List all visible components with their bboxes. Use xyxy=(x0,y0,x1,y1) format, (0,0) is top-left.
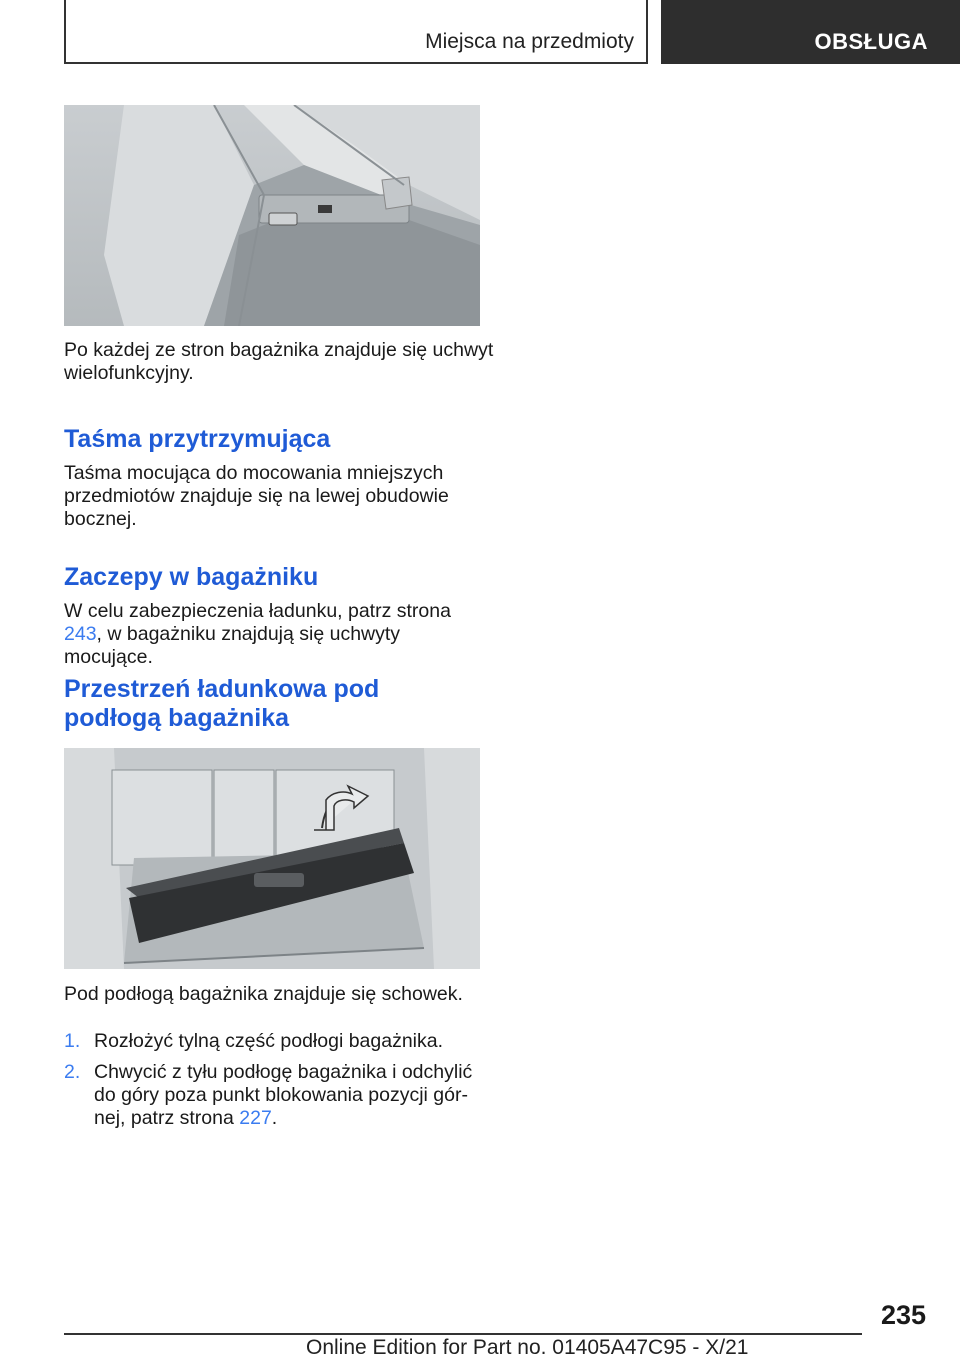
section-tab-label: OBSŁUGA xyxy=(814,29,928,54)
tasma-body: Taśma mocująca do mocowania mniejszych przedmiotów znajduje się na lewej obudowie bocznej. xyxy=(64,462,449,530)
list-text-1: Rozłożyć tylną część podłogi bagażnika. xyxy=(94,1030,444,1052)
page-number: 235 xyxy=(880,1300,926,1330)
heading-zaczepy: Zaczepy w bagażniku xyxy=(64,563,319,591)
page-link-243[interactable]: 243 xyxy=(64,623,97,645)
chapter-title: Miejsca na przedmioty xyxy=(425,30,634,53)
heading-przestrzen-line1: Przestrzeń ładunkowa pod xyxy=(64,675,380,703)
figure-underfloor-storage xyxy=(64,748,480,969)
list-number-1: 1. xyxy=(64,1030,81,1052)
page-link-227[interactable]: 227 xyxy=(239,1107,272,1129)
footer-edition: Online Edition for Part no. 01405A47C95 - X/21 xyxy=(306,1336,749,1359)
heading-przestrzen-line2: podłogą bagażnika xyxy=(64,704,290,732)
list-text-2-after: . xyxy=(271,1107,278,1129)
footer-divider xyxy=(64,1333,862,1335)
zaczepy-text-before: W celu zabezpieczenia ładunku, patrz strona xyxy=(64,600,451,622)
list-number-2: 2. xyxy=(64,1061,81,1083)
list-text-2 xyxy=(94,1061,494,1130)
figure-trunk-hook xyxy=(64,105,480,326)
heading-przestrzen xyxy=(64,675,494,733)
heading-tasma: Taśma przytrzymująca xyxy=(64,425,331,453)
figure2-caption: Pod podłogą bagażnika znajduje się schowek. xyxy=(64,983,463,1005)
section-tab xyxy=(661,0,960,64)
list-text-2-before: Chwycić z tyłu podłogę bagażnika i odchylić do góry poza punkt blokowania pozycji gór-nej, patrz strona xyxy=(94,1061,473,1129)
zaczepy-body xyxy=(64,600,494,669)
figure1-caption: Po każdej ze stron bagażnika znajduje się uchwyt wielofunkcyjny. xyxy=(64,339,494,384)
zaczepy-text-after: , w bagażniku znajdują się uchwyty mocujące. xyxy=(64,623,401,668)
running-header xyxy=(64,0,648,64)
